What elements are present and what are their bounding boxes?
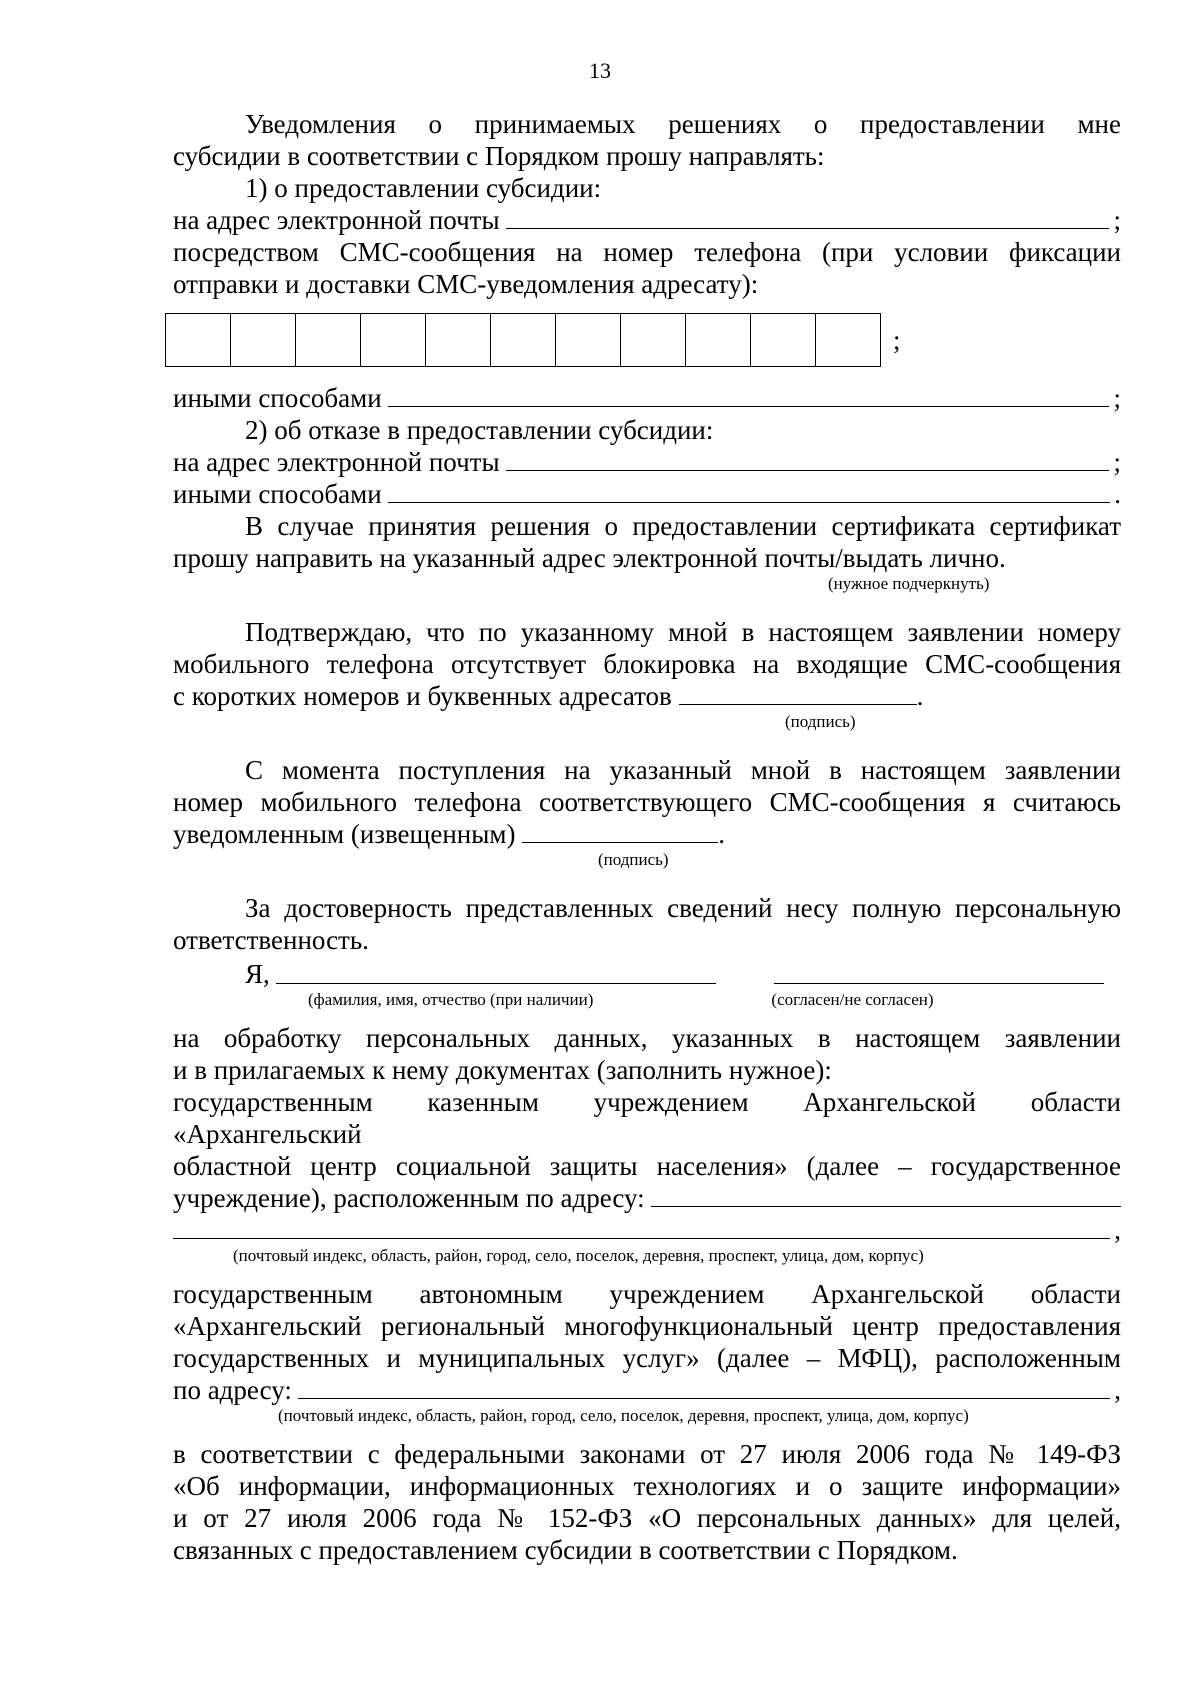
responsibility-line-1: За достоверность представленных сведений несу полную персональную: [245, 893, 1121, 923]
pd-line-1: на обработку персональных данных, указанных в настоящем заявлении: [173, 1023, 1121, 1053]
full-name-field[interactable]: [276, 982, 716, 984]
consent-field[interactable]: [774, 982, 1104, 984]
email-row-refusal: [173, 446, 1121, 478]
other-methods-input-grant[interactable]: [388, 405, 1110, 407]
period: .: [1114, 479, 1121, 509]
item-1-title: 1) о предоставлении субсидии:: [245, 173, 602, 203]
other-methods-input-refusal[interactable]: [388, 501, 1111, 503]
signature-hint: (подпись): [598, 850, 669, 869]
signature-field-blocking[interactable]: [679, 680, 917, 705]
confirm-line-3-text: с коротких номеров и буквенных адресатов: [173, 681, 672, 711]
address-hint-mfc: (почтовый индекс, область, район, город, село, поселок, деревня, проспект, улица, дом, корпус): [278, 1406, 969, 1425]
phone-digit-cell[interactable]: [166, 314, 231, 366]
underline-hint: (нужное подчеркнуть): [828, 574, 990, 593]
i-label: Я,: [245, 959, 270, 989]
period: .: [718, 819, 725, 849]
phone-digit-cell[interactable]: [816, 314, 880, 366]
semicolon: ;: [893, 325, 901, 355]
other-methods-row-grant: [173, 382, 1121, 414]
other-methods-label: иными способами: [173, 383, 382, 413]
semicolon: ;: [1113, 447, 1121, 477]
email-row-grant: [173, 204, 1121, 236]
signature-field-notified[interactable]: [522, 818, 718, 843]
intro-line-2: субсидии в соответствии с Порядком прошу направлять:: [173, 141, 825, 171]
email-input-refusal[interactable]: [506, 469, 1110, 471]
semicolon: ;: [1113, 383, 1121, 413]
intro-line-1: Уведомления о принимаемых решениях о предоставлении мне: [245, 109, 1121, 139]
notify-line-3: [173, 818, 1121, 850]
phone-digit-cell[interactable]: [556, 314, 621, 366]
gku-line-1: государственным казенным учреждением Архангельской области «Архангельский: [173, 1087, 1121, 1149]
mfc-address-row: [173, 1374, 1121, 1406]
law-line-2: «Об информации, информационных технологиях и о защите информации»: [173, 1471, 1121, 1501]
phone-digit-cell[interactable]: [296, 314, 361, 366]
sms-line-2: отправки и доставки СМС-уведомления адресату):: [173, 269, 759, 299]
address-hint-gku: (почтовый индекс, область, район, город, село, поселок, деревня, проспект, улица, дом, корпус): [233, 1246, 924, 1265]
consent-hint: (согласен/не согласен): [771, 990, 934, 1009]
certificate-line-2: прошу направить на указанный адрес электронной почты/выдать лично.: [173, 543, 1006, 573]
page-number: 13: [589, 58, 611, 83]
gku-address-row-2: [173, 1214, 1121, 1246]
gku-line-2: областной центр социальной защиты населения» (далее – государственное: [173, 1151, 1121, 1181]
semicolon: ;: [1113, 205, 1121, 235]
confirm-line-3: [173, 680, 1121, 712]
notify-line-2: номер мобильного телефона соответствующего СМС-сообщения я считаюсь: [173, 787, 1121, 817]
fio-hint: (фамилия, имя, отчество (при наличии): [308, 990, 594, 1009]
phone-digit-cell[interactable]: [686, 314, 751, 366]
certificate-line-1: В случае принятия решения о предоставлении сертификата сертификат: [245, 511, 1121, 541]
other-methods-row-refusal: [173, 478, 1121, 510]
mfc-line-2: «Архангельский региональный многофункциональный центр предоставления: [173, 1311, 1121, 1341]
phone-digit-cell[interactable]: [231, 314, 296, 366]
notify-line-3-text: уведомленным (извещенным): [173, 819, 516, 849]
application-form: [173, 108, 1121, 1566]
mfc-line-3: государственных и муниципальных услуг» (далее – МФЦ), расположенным: [173, 1343, 1121, 1373]
comma: ,: [1114, 1375, 1121, 1405]
confirm-line-1: Подтверждаю, что по указанному мной в настоящем заявлении номеру: [245, 617, 1121, 647]
phone-digit-cell[interactable]: [361, 314, 426, 366]
law-line-1: в соответствии с федеральными законами от 27 июля 2006 года № 149-ФЗ: [173, 1439, 1121, 1469]
phone-digit-cell[interactable]: [491, 314, 556, 366]
law-line-4: связанных с предоставлением субсидии в соответствии с Порядком.: [173, 1535, 958, 1565]
law-line-3: и от 27 июля 2006 года № 152-ФЗ «О персональных данных» для целей,: [173, 1503, 1121, 1533]
consent-hints: [173, 990, 1121, 1012]
gku-line-3: учреждение), расположенным по адресу:: [173, 1183, 645, 1213]
phone-number-row: [165, 313, 1121, 367]
email-label: на адрес электронной почты: [173, 205, 500, 235]
notify-line-1: С момента поступления на указанный мной в настоящем заявлении: [245, 755, 1121, 785]
gku-address-input[interactable]: [651, 1205, 1121, 1207]
mfc-address-input[interactable]: [298, 1397, 1110, 1399]
item-2-title: 2) об отказе в предоставлении субсидии:: [245, 415, 714, 445]
phone-digit-cell[interactable]: [621, 314, 686, 366]
comma: ,: [1114, 1215, 1121, 1245]
consent-row: [173, 956, 1121, 990]
phone-digit-cell[interactable]: [426, 314, 491, 366]
gku-address-input-continued[interactable]: [173, 1237, 1110, 1239]
confirm-line-2: мобильного телефона отсутствует блокировка на входящие СМС-сообщения: [173, 649, 1121, 679]
responsibility-line-2: ответственность.: [173, 925, 369, 955]
other-methods-label: иными способами: [173, 479, 382, 509]
mfc-line-1: государственным автономным учреждением Архангельской области: [173, 1279, 1121, 1309]
signature-hint: (подпись): [785, 712, 856, 731]
phone-digit-cell[interactable]: [751, 314, 816, 366]
gku-address-row: [173, 1182, 1121, 1214]
sms-line-1: посредством СМС-сообщения на номер телефона (при условии фиксации: [173, 237, 1121, 267]
email-input-grant[interactable]: [506, 227, 1110, 229]
pd-line-2: и в прилагаемых к нему документах (заполнить нужное):: [173, 1055, 832, 1085]
email-label: на адрес электронной почты: [173, 447, 500, 477]
mfc-line-4: по адресу:: [173, 1375, 292, 1405]
period: .: [916, 681, 924, 711]
phone-number-boxes: [165, 313, 881, 367]
